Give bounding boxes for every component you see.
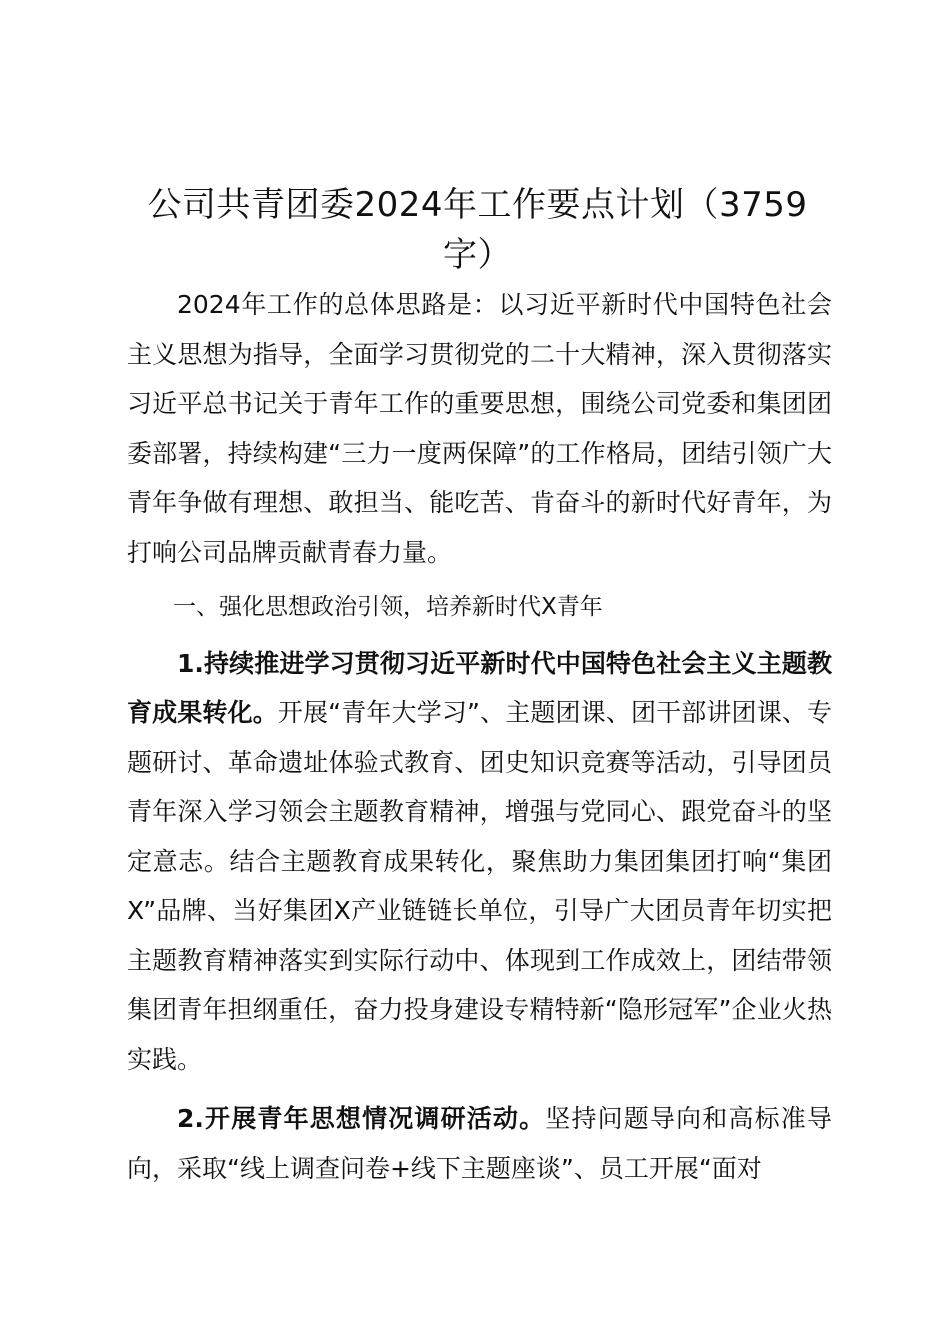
section-1-heading: 一、强化思想政治引领，培养新时代X青年 xyxy=(173,594,603,620)
document-body xyxy=(127,280,832,1193)
intro-paragraph: 2024年工作的总体思路是：以习近平新时代中国特色社会主义思想为指导，全面学习贯彻党的二十大精神，深入贯彻落实习近平总书记关于青年工作的重要思想，围绕公司党委和集团团委部署，持续构建“三力一度两保障”的工作格局，团结引领广大青年争做有理想、敢担当、能吃苦、肯奋斗的新时代好青年，为打响公司品牌贡献青春力量。 xyxy=(127,290,832,567)
item-2-body: 坚持问题导向和高标准导向，采取“线上调查问卷+线下主题座谈”、员工开展“面对 xyxy=(127,1104,832,1183)
item-1-body: 开展“青年大学习”、主题团课、团干部讲团课、专题研讨、革命遗址体验式教育、团史知识竞赛等活动，引导团员青年深入学习领会主题教育精神，增强与党同心、跟党奋斗的坚定意志。结合主题教育成果转化，聚焦助力集团集团打响“集团X”品牌、当好集团X产业链链长单位，引导广大团员青年切实把主题教育精神落实到实际行动中、体现到工作成效上，团结带领集团青年担纲重任，奋力投身建设专精特新“隐形冠军”企业火热实践。 xyxy=(127,698,832,1074)
item-1-lead: 1.持续推进学习贯彻习近平新时代中国特色社会主义主题教育成果转化。 xyxy=(127,648,832,727)
item-2-paragraph xyxy=(127,1094,832,1193)
item-2-lead: 2.开展青年思想情况调研活动。 xyxy=(177,1104,546,1133)
item-1-paragraph xyxy=(127,639,832,1085)
document-title: 公司共青团委2024年工作要点计划（3759字） xyxy=(147,185,808,275)
